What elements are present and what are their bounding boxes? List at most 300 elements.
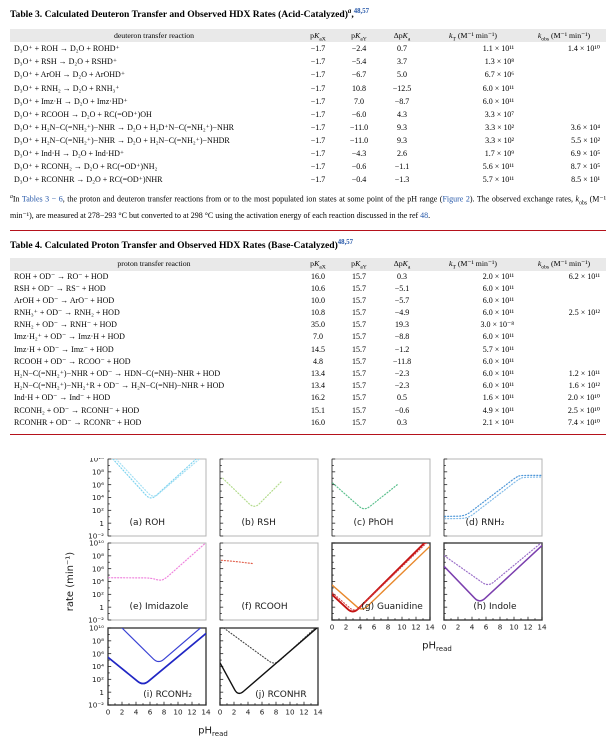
pkax-cell: −1.7 [310,162,326,172]
pkax-cell: 10.0 [311,295,325,305]
curve-group [444,543,542,601]
y-tick-label: 10¹⁰ [89,458,104,464]
pkay-cell: 15.7 [352,356,366,366]
reference-link[interactable]: Figure 2 [442,194,470,204]
curve [333,483,398,509]
pkay-cell: 15.7 [352,308,366,318]
divider [10,434,606,435]
curve-group [445,475,542,518]
pkay-cell: −0.4 [351,175,367,185]
reaction-cell: RNH₂ + OD⁻ → RNH⁻ + HOD [14,320,117,330]
kobs-cell: 6.2 × 10¹¹ [568,271,600,281]
pkay-cell: −5.4 [351,57,367,67]
dpka-cell: 2.6 [397,149,407,159]
x-tick-label: 12 [411,622,421,632]
kt-cell: 6.0 × 10¹¹ [482,295,514,305]
kobs-cell [522,356,606,368]
curve-group [113,459,199,498]
kobs-cell [522,344,606,356]
pkax-cell: −1.7 [310,70,326,80]
dpka-cell: 3.7 [397,57,407,67]
kobs-cell: 1.2 × 10¹¹ [568,369,600,379]
dpka-cell: −5.7 [394,295,410,305]
footnote-text: In [12,194,22,204]
y-tick-label: 10⁴ [91,493,104,503]
kt-cell: 3.3 × 10² [485,122,514,132]
subplot-label: (d) RNH₂ [465,518,505,528]
table-row [10,134,606,147]
x-tick-label: 6 [147,707,153,717]
header-pre: p [351,259,356,269]
reaction-cell: ROH + OD⁻ → RO⁻ + HOD [14,271,109,281]
subplot-label: (c) PhOH [353,518,394,528]
y-tick-label: 10² [91,589,104,599]
y-tick-label: 10⁻² [88,700,104,710]
subplot-g-guanidine [332,543,430,620]
x-tick-label: 10 [397,622,407,632]
x-axis-label-sub: read [212,730,228,738]
table3 [10,29,606,186]
curve [108,634,205,684]
pkax-cell: −1.7 [310,122,326,132]
kobs-cell [522,331,606,343]
table-row [10,68,606,81]
subplot-label: (h) Indole [473,602,517,612]
y-tick-label: 1 [99,602,104,612]
dpka-cell: −11.8 [392,356,412,366]
footnote-text: ). The observed exchange rates, [469,194,576,204]
kt-cell: 3.0 × 10⁻⁸ [480,320,514,330]
kt-cell: 1.6 × 10¹¹ [482,393,514,403]
kobs-cell [522,108,606,121]
table4 [10,258,606,429]
x-tick-label: 0 [441,622,447,632]
kt-cell: 6.0 × 10¹¹ [482,83,514,93]
reaction-cell: D₃O⁺ + H₂N−C(=NH₂⁺)−NHR → D₂O + H₂N−C(=NH₂⁺)−NHDR [14,135,230,145]
header-pre: p [310,259,315,269]
pkay-cell: 15.7 [352,332,366,342]
table3-header-row [10,29,606,42]
dpka-cell: −2.3 [394,369,410,379]
pkax-cell: −1.7 [310,57,326,67]
kobs-cell [522,319,606,331]
reaction-cell: D₃O⁺ + RNH₂ → D₂O + RNH₃⁺ [14,83,120,93]
x-tick-label: 2 [231,707,237,717]
column-header [424,29,522,42]
y-tick-label: 10⁶ [91,649,104,659]
kt-cell: 6.0 × 10¹¹ [482,369,514,379]
subplot-i-rconh2 [108,628,206,705]
header-sub: obs [541,264,550,271]
kobs-cell: 1.4 × 10¹⁰ [567,44,600,54]
dpka-cell: −2.3 [394,381,410,391]
pkay-cell: 15.7 [352,271,366,281]
x-tick-label: 2 [343,622,349,632]
column-header [338,258,380,270]
subplot-j-rconhr [220,628,318,705]
curve [221,560,252,563]
header-sub: a [407,264,411,271]
kt-cell: 6.0 × 10¹¹ [482,96,514,106]
table-row [10,295,606,307]
pkax-cell: 16.0 [311,417,325,427]
curve-group [221,560,252,563]
pkax-cell: 10.8 [311,308,325,318]
kt-cell: 5.6 × 10¹¹ [482,162,514,172]
kt-cell: 6.0 × 10¹¹ [482,308,514,318]
kt-cell: 4.9 × 10¹¹ [482,405,514,415]
reaction-cell: D₃O⁺ + RCONH₂ → D₂O + RC(=OD⁺)NH₂ [14,162,158,172]
figure-2-hdx-rate-plots [0,458,616,747]
table-row [10,380,606,392]
header-sub: aY [360,264,367,271]
table-row [10,82,606,95]
dpka-cell: 4.3 [397,109,407,119]
subplot-label: (e) Imidazole [129,602,189,612]
table3-title-text: Table 3. Calculated Deuteron Transfer and Observed HDX Rates (Acid-Catalyzed) [10,9,348,21]
dpka-cell: −1.1 [394,162,410,172]
pkay-cell: 15.7 [352,381,366,391]
table-row [10,121,606,134]
pkay-cell: −11.0 [349,122,369,132]
header-sub: aY [360,36,367,43]
dpka-cell: −4.9 [394,308,410,318]
curve-group [108,628,205,684]
pkay-cell: 15.7 [352,295,366,305]
x-tick-label: 12 [299,707,309,717]
pkax-cell: −1.7 [310,83,326,93]
table3-reference-link[interactable]: 48,57 [353,8,370,15]
header-symbol: k [449,259,453,269]
pkax-cell: 14.5 [311,344,325,354]
reaction-cell: D₃O⁺ + ROH → D₂O + ROHD⁺ [14,44,120,54]
subplot-e-imidazole [108,543,206,620]
table3-title-sep: , [351,9,354,21]
pkay-cell: 15.7 [352,283,366,293]
kobs-cell: 5.5 × 10² [571,135,600,145]
reaction-cell: Ind·H + OD⁻ → Ind⁻ + HOD [14,393,111,403]
y-tick-label: 10⁶ [91,564,104,574]
kobs-cell: 8.7 × 10⁵ [570,162,600,172]
pkax-cell: 7.0 [313,332,323,342]
table4-title [10,237,606,252]
table-row [10,344,606,356]
table-row [10,283,606,295]
x-tick-label: 4 [245,707,251,717]
y-tick-label: 10⁴ [91,662,104,672]
kt-cell: 6.0 × 10¹¹ [482,332,514,342]
header-symbol: k [537,259,542,269]
reaction-cell: H₂N−C(=NH₂⁺)−NH₂⁺R + OD⁻ → H₂N−C(=NH)−NHR + HOD [14,381,225,391]
x-tick-label: 6 [371,622,377,632]
header-sub: aX [319,36,326,43]
x-tick-label: 8 [161,707,167,717]
subplot-label: (a) ROH [129,518,166,528]
kobs-cell [522,68,606,81]
x-axis-label-sub: read [436,645,452,653]
x-tick-label: 2 [455,622,461,632]
kt-cell: 6.0 × 10¹¹ [482,356,514,366]
y-tick-label: 10⁻² [88,615,104,625]
kobs-cell: 6.9 × 10⁵ [570,149,600,159]
curve [109,543,206,580]
column-header [298,258,338,270]
x-axis-label [198,726,228,739]
header-symbol: k [449,31,453,41]
curve [445,475,542,516]
kt-cell: 1.1 × 10¹¹ [482,44,514,54]
header-sub: a [407,36,411,43]
curve [122,628,200,662]
reaction-cell: RCONH₂ + OD⁻ → RCONH⁻ + HOD [14,405,140,415]
header-pre: Δp [393,31,403,41]
pkay-cell: −11.0 [349,135,369,145]
reaction-cell: Imz·H₂⁺ + OD⁻ → Imz·H + HOD [14,332,125,342]
x-tick-label: 4 [357,622,363,632]
subplot-c-phoh [332,459,430,536]
y-tick-label: 10¹⁰ [89,538,104,548]
table-row [10,173,606,186]
kt-cell: 6.7 × 10⁶ [484,70,514,80]
dpka-cell: 9.3 [397,122,407,132]
pkay-cell: 15.7 [352,417,366,427]
hdx-rate-figure [0,458,616,747]
curve-group [333,483,398,509]
pkay-cell: −2.4 [351,44,367,54]
dpka-cell: −12.5 [392,83,412,93]
kt-cell: 6.0 × 10¹¹ [482,381,514,391]
table-row [10,331,606,343]
table-row [10,271,606,283]
pkax-cell: −1.7 [310,44,326,54]
reaction-cell: RCOOH + OD⁻ → RCOO⁻ + HOD [14,356,131,366]
kobs-cell: 2.5 × 10¹⁰ [567,405,600,415]
pkax-cell: 13.4 [311,381,325,391]
y-tick-label: 10⁴ [91,577,104,587]
divider [10,230,606,231]
kt-cell: 3.3 × 10⁷ [484,109,514,119]
subplot-h-indole [444,543,542,620]
pkay-cell: 15.7 [352,344,366,354]
kobs-cell: 8.5 × 10¹ [571,175,600,185]
footnote-text: k [575,194,580,204]
header-symbol: K [402,31,408,41]
kobs-cell: 2.5 × 10¹² [568,308,600,318]
table-row [10,319,606,331]
kobs-cell [522,95,606,108]
kt-cell: 3.3 × 10² [485,135,514,145]
reaction-cell: ArOH + OD⁻ → ArO⁻ + HOD [14,295,115,305]
curve [332,546,430,609]
footnote-text: . [428,210,431,220]
pkax-cell: 16.0 [311,271,325,281]
table-row [10,405,606,417]
y-tick-label: 10² [91,505,104,515]
kt-cell: 2.0 × 10¹¹ [482,271,514,281]
kobs-cell: 3.6 × 10⁴ [570,122,600,132]
dpka-cell: 19.3 [395,320,409,330]
subplot-label: (b) RSH [241,518,276,528]
pkax-cell: −1.7 [310,96,326,106]
header-symbol: K [355,259,361,269]
pkax-cell: 13.4 [311,369,325,379]
pkax-cell: 15.1 [311,405,325,415]
pkax-cell: −1.7 [310,135,326,145]
footnote-text: (M⁻¹ min⁻¹), are measured at 278−293 °C but converted to at 298 °C using the activation energy of each reaction discussed in the ref [10,194,607,220]
column-header [380,29,424,42]
pkay-cell: 15.7 [352,405,366,415]
x-tick-label: 8 [385,622,391,632]
footnote-text: a [10,194,13,201]
pkay-cell: −4.3 [351,149,367,159]
table3-title [10,6,606,21]
reaction-cell: RCONHR + OD⁻ → RCONR⁻ + HOD [14,417,142,427]
x-tick-label: 6 [259,707,265,717]
table-row [10,108,606,121]
curve [116,459,199,496]
curve [445,477,542,519]
pkay-cell: 15.7 [352,393,366,403]
kobs-cell: 1.6 × 10¹² [568,381,600,391]
header-pre: p [351,31,356,41]
y-tick-label: 1 [99,518,104,528]
x-tick-label: 8 [497,622,503,632]
x-axis-label-main: pH [198,725,213,737]
curve [223,478,282,506]
column-header [380,258,424,270]
dpka-cell: −0.6 [394,405,410,415]
header-symbol: K [314,31,320,41]
header-sub: T [452,264,456,271]
column-header [522,29,606,42]
kt-cell: 1.7 × 10⁹ [484,149,514,159]
header-pre: p [310,31,315,41]
x-tick-label: 10 [509,622,519,632]
dpka-cell: −5.1 [394,283,410,293]
reaction-cell: Imz·H + OD⁻ → Imz⁻ + HOD [14,344,114,354]
pkay-cell: −6.7 [351,70,367,80]
x-tick-label: 6 [483,622,489,632]
table-row [10,160,606,173]
pkax-cell: 16.2 [311,393,325,403]
dpka-cell: −8.7 [394,96,410,106]
y-tick-label: 1 [99,687,104,697]
reaction-cell: D₃O⁺ + ArOH → D₂O + ArOHD⁺ [14,70,126,80]
table-row [10,392,606,404]
kt-cell: 6.0 × 10¹¹ [482,283,514,293]
x-tick-label: 0 [329,622,335,632]
dpka-cell: 0.3 [397,417,407,427]
dpka-cell: 9.3 [397,135,407,145]
header-sub: obs [541,36,550,43]
header-symbol: K [402,259,408,269]
y-tick-label: 10⁸ [91,551,104,561]
reaction-cell: H₂N−C(=NH₂⁺)−NHR + OD⁻ → HDN−C(=NH)−NHR + HOD [14,369,221,379]
column-header [522,258,606,270]
pkax-cell: 35.0 [311,320,325,330]
header-symbol: K [314,259,320,269]
reference-link[interactable]: Tables 3 − 6 [21,194,63,204]
reaction-cell: RNH₃⁺ + OD⁻ → RNH₂ + HOD [14,308,120,318]
table4-title-text: Table 4. Calculated Proton Transfer and Observed HDX Rates (Base-Catalyzed) [10,240,338,252]
curve [113,459,196,498]
kobs-cell [522,283,606,295]
pkax-cell: −1.7 [310,175,326,185]
subplot-label: (f) RCOOH [241,602,288,612]
kobs-cell [522,295,606,307]
kt-cell: 2.1 × 10¹¹ [482,417,514,427]
kt-cell: 5.7 × 10¹¹ [482,344,514,354]
curve [332,543,426,610]
reaction-cell: D₃O⁺ + RCONHR → D₂O + RC(=OD⁺)NHR [14,175,163,185]
x-axis-label-main: pH [422,640,437,652]
article-content [10,0,606,435]
table-row [10,42,606,55]
header-sub: T [452,36,456,43]
dpka-cell: 0.7 [397,44,407,54]
column-header [298,29,338,42]
subplot-a-roh [108,459,206,536]
x-tick-label: 4 [133,707,139,717]
y-tick-label: 10¹⁰ [89,623,104,633]
x-tick-label: 0 [217,707,223,717]
y-tick-label: 10⁻² [88,531,104,541]
x-axis-label [422,641,452,654]
subplot-f-rcooh [220,543,318,620]
kobs-cell: 7.4 × 10¹⁰ [567,417,600,427]
pkax-cell: 4.8 [313,356,323,366]
column-header: proton transfer reaction [117,259,191,269]
reference-link[interactable]: 48 [420,210,429,220]
header-post: (M⁻¹ min⁻¹) [455,31,497,41]
pkay-cell: −6.0 [351,109,367,119]
kt-cell: 5.7 × 10¹¹ [482,175,514,185]
x-tick-label: 10 [173,707,183,717]
subplot-label: (j) RCONHR [255,690,307,700]
table-row [10,147,606,160]
reaction-cell: D₃O⁺ + Imz·H → D₂O + Imz·HD⁺ [14,96,128,106]
subplot-b-rsh [220,459,318,536]
header-post: (M⁻¹ min⁻¹) [549,31,591,41]
table-row [10,307,606,319]
pkax-cell: −1.7 [310,149,326,159]
y-tick-label: 10² [91,674,104,684]
curve-group [223,478,282,506]
dpka-cell: 0.5 [397,393,407,403]
footnote-text: , the proton and deuteron transfer reactions from or to the most populated ion states at some point of the pH range ( [62,194,443,204]
subplot-label: (g) Guanidine [361,602,423,612]
column-header [424,258,522,270]
header-symbol: k [537,31,542,41]
pkay-cell: 10.8 [352,83,366,93]
subplot-d-rnh2 [444,459,542,536]
pkay-cell: −0.6 [351,162,367,172]
reaction-cell: D₃O⁺ + H₂N−C(=NH₂⁺)−NHR → D₂O + H₂D⁺N−C(=NH₂⁺)−NHR [14,122,234,132]
footnote-text: obs [579,200,588,207]
y-tick-label: 10⁶ [91,480,104,490]
dpka-cell: −1.2 [394,344,410,354]
table-row [10,368,606,380]
x-tick-label: 10 [285,707,295,717]
pkay-cell: 15.7 [352,320,366,330]
table4-reference-link[interactable]: 48,57 [337,239,354,247]
dpka-cell: −1.3 [394,175,410,185]
x-tick-label: 12 [523,622,533,632]
header-post: (M⁻¹ min⁻¹) [549,259,591,269]
table3-footnote [10,191,606,222]
pkax-cell: 10.6 [311,283,325,293]
kobs-cell: 2.0 × 10¹⁰ [567,393,600,403]
